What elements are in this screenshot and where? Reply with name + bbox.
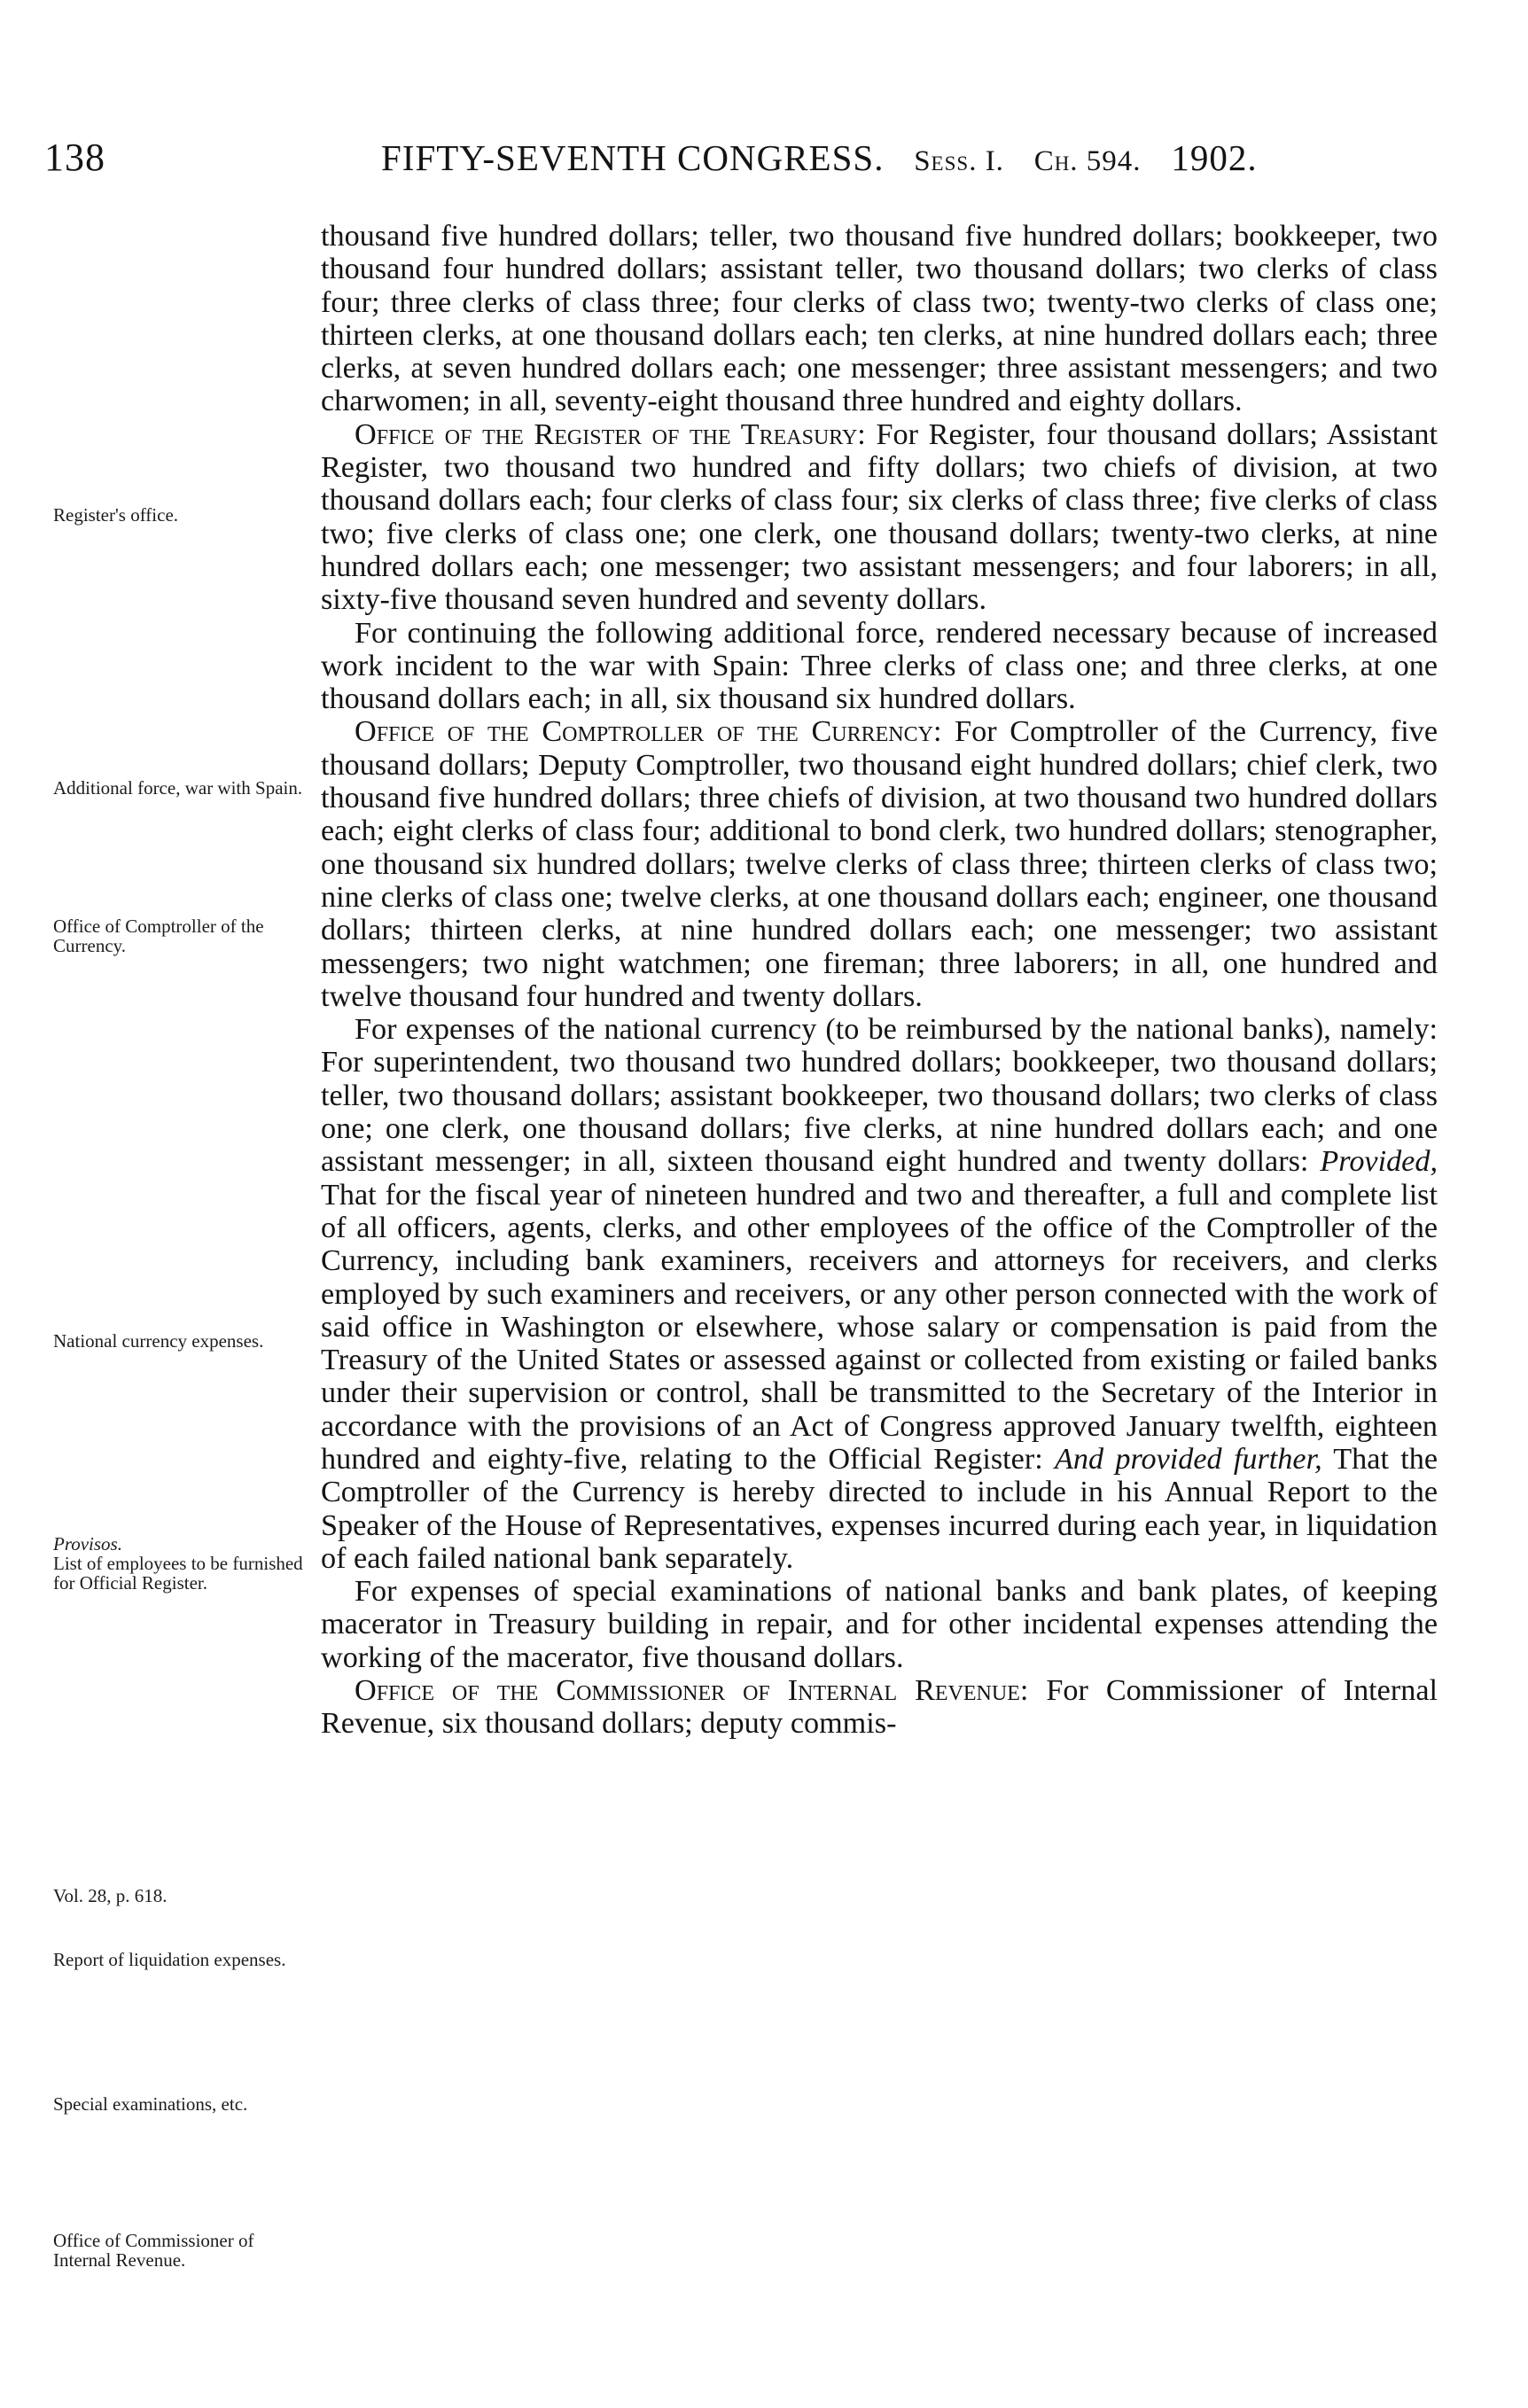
paragraph-special-examinations: For expenses of special examinations of national banks and bank plates, of keeping macerator in Treasury building in repair, and for other incidental expenses attending the working of the macerator, five thousand dollars. <box>321 1575 1438 1674</box>
internal-revenue-text: For Commissioner of Internal Revenue, six thousand dollars; deputy commis- <box>321 1674 1438 1741</box>
provided-further-label: And provided further, <box>1055 1442 1322 1476</box>
note-list-of-employees: List of employees to be furnished for Official Register. <box>53 1553 303 1594</box>
statute-body <box>321 220 1438 1741</box>
note-additional-force: Additional force, war with Spain. <box>53 777 303 799</box>
provisos-label: Provisos. <box>53 1533 122 1555</box>
page-number: 138 <box>44 136 105 179</box>
note-report-liquidation: Report of liquidation expenses. <box>53 1949 286 1970</box>
note-national-currency: National currency expenses. <box>53 1330 264 1352</box>
currency-text-a: For expenses of the national currency (to be reimbursed by the national banks), namely: For superintendent, two thousand two hundred dollars; bookkeeper, two thousand dollars; teller, two thousand dollars; assistant bookkeeper, two thousand dollars; two clerks of class one; one clerk, one thousand dollars; five clerks, at nine hundred dollars each; and one assistant messenger; in all, sixteen thousand eight hundred and twenty dollars: <box>321 1013 1438 1179</box>
paragraph-national-currency <box>321 1013 1438 1575</box>
note-provisos <box>53 1534 310 1554</box>
note-volume-reference: Vol. 28, p. 618. <box>53 1885 168 1906</box>
note-special-examinations: Special examinations, etc. <box>53 2093 248 2115</box>
note-commissioner-office: Office of Commissioner of Internal Revenue. <box>53 2230 254 2271</box>
register-text: For Register, four thousand dollars; Assistant Register, two thousand two hundred and fifty dollars; two chiefs of division, at two thousand dollars each; four clerks of class four; six clerks of class three; five clerks of class two; five clerks of class one; one clerk, one thousand dollars; twenty-two clerks, at nine hundred dollars each; one messenger; two assistant messengers; and four laborers; in all, sixty-five thousand seven hundred and seventy dollars. <box>321 417 1438 617</box>
currency-text-b: That for the fiscal year of nineteen hundred and two and thereafter, a full and complete list of all officers, agents, clerks, and other employees of the office of the Comptroller of the Currency, including bank examiners, receivers and attorneys for receivers, and clerks employed by such examiners and receivers, or any other person connected with the work of said office in Washington or elsewhere, whose salary or compensation is paid from the Treasury of the United States or assessed against or collected from existing or failed banks under their supervision or control, shall be transmitted to the Secretary of the Interior in accordance with the provisions of an Act of Congress approved January twelfth, eighteen hundred and eighty-five, relating to the Official Register: <box>321 1178 1438 1476</box>
session-label: Sess. I. <box>914 145 1004 177</box>
paragraph-treasurer-continued: thousand five hundred dollars; teller, two thousand five hundred dollars; bookkeeper, two thousand four hundred dollars; assistant teller, two thousand dollars; two clerks of class four; three clerks of class three; four clerks of class two; twenty-two clerks of class one; thirteen clerks, at one thousand dollars each; ten clerks, at nine hundred dollars each; three clerks, at seven hundred dollars each; one messenger; three assistant messengers; and two charwomen; in all, seventy-eight thousand three hundred and eighty dollars. <box>321 220 1438 418</box>
page-header <box>44 135 1454 188</box>
provided-label: Provided, <box>1320 1145 1438 1179</box>
paragraph-register-office <box>321 418 1438 617</box>
paragraph-comptroller-office <box>321 715 1438 1013</box>
note-registers-office: Register's office. <box>53 504 179 526</box>
currency-text-c: That the Comptroller of the Currency is hereby directed to include in his Annual Report to the Speaker of the House of Representatives, expenses incurred during each year, in liquidation of each failed national bank separately. <box>321 1442 1438 1575</box>
year-label: 1902. <box>1171 137 1258 178</box>
register-heading: Office of the Register of the Treasury: <box>355 417 866 451</box>
running-title <box>381 136 1258 179</box>
comptroller-text: For Comptroller of the Currency, five thousand dollars; Deputy Comptroller, two thousand eight hundred dollars; chief clerk, two thousand five hundred dollars; three chiefs of division, at two thousand two hundred dollars each; eight clerks of class four; additional to bond clerk, two hundred dollars; stenographer, one thousand six hundred dollars; twelve clerks of class three; thirteen clerks of class two; nine clerks of class one; twelve clerks, at one thousand dollars each; engineer, one thousand dollars; thirteen clerks, at nine hundred dollars each; one messenger; two assistant messengers; two night watchmen; one fireman; three laborers; in all, one hundred and twelve thousand four hundred and twenty dollars. <box>321 715 1438 1013</box>
chapter-label: Ch. 594. <box>1033 145 1142 177</box>
comptroller-heading: Office of the Comptroller of the Currency: <box>355 715 942 749</box>
internal-revenue-heading: Office of the Commissioner of Internal Revenue: <box>355 1674 1029 1708</box>
paragraph-internal-revenue <box>321 1674 1438 1741</box>
congress-title: FIFTY-SEVENTH CONGRESS. <box>381 137 885 178</box>
note-comptroller-office: Office of Comptroller of the Currency. <box>53 916 264 956</box>
paragraph-additional-force: For continuing the following additional force, rendered necessary because of increased work incident to the war with Spain: Three clerks of class one; and three clerks, at one thousand dollars each; in all, six thousand six hundred dollars. <box>321 616 1438 716</box>
